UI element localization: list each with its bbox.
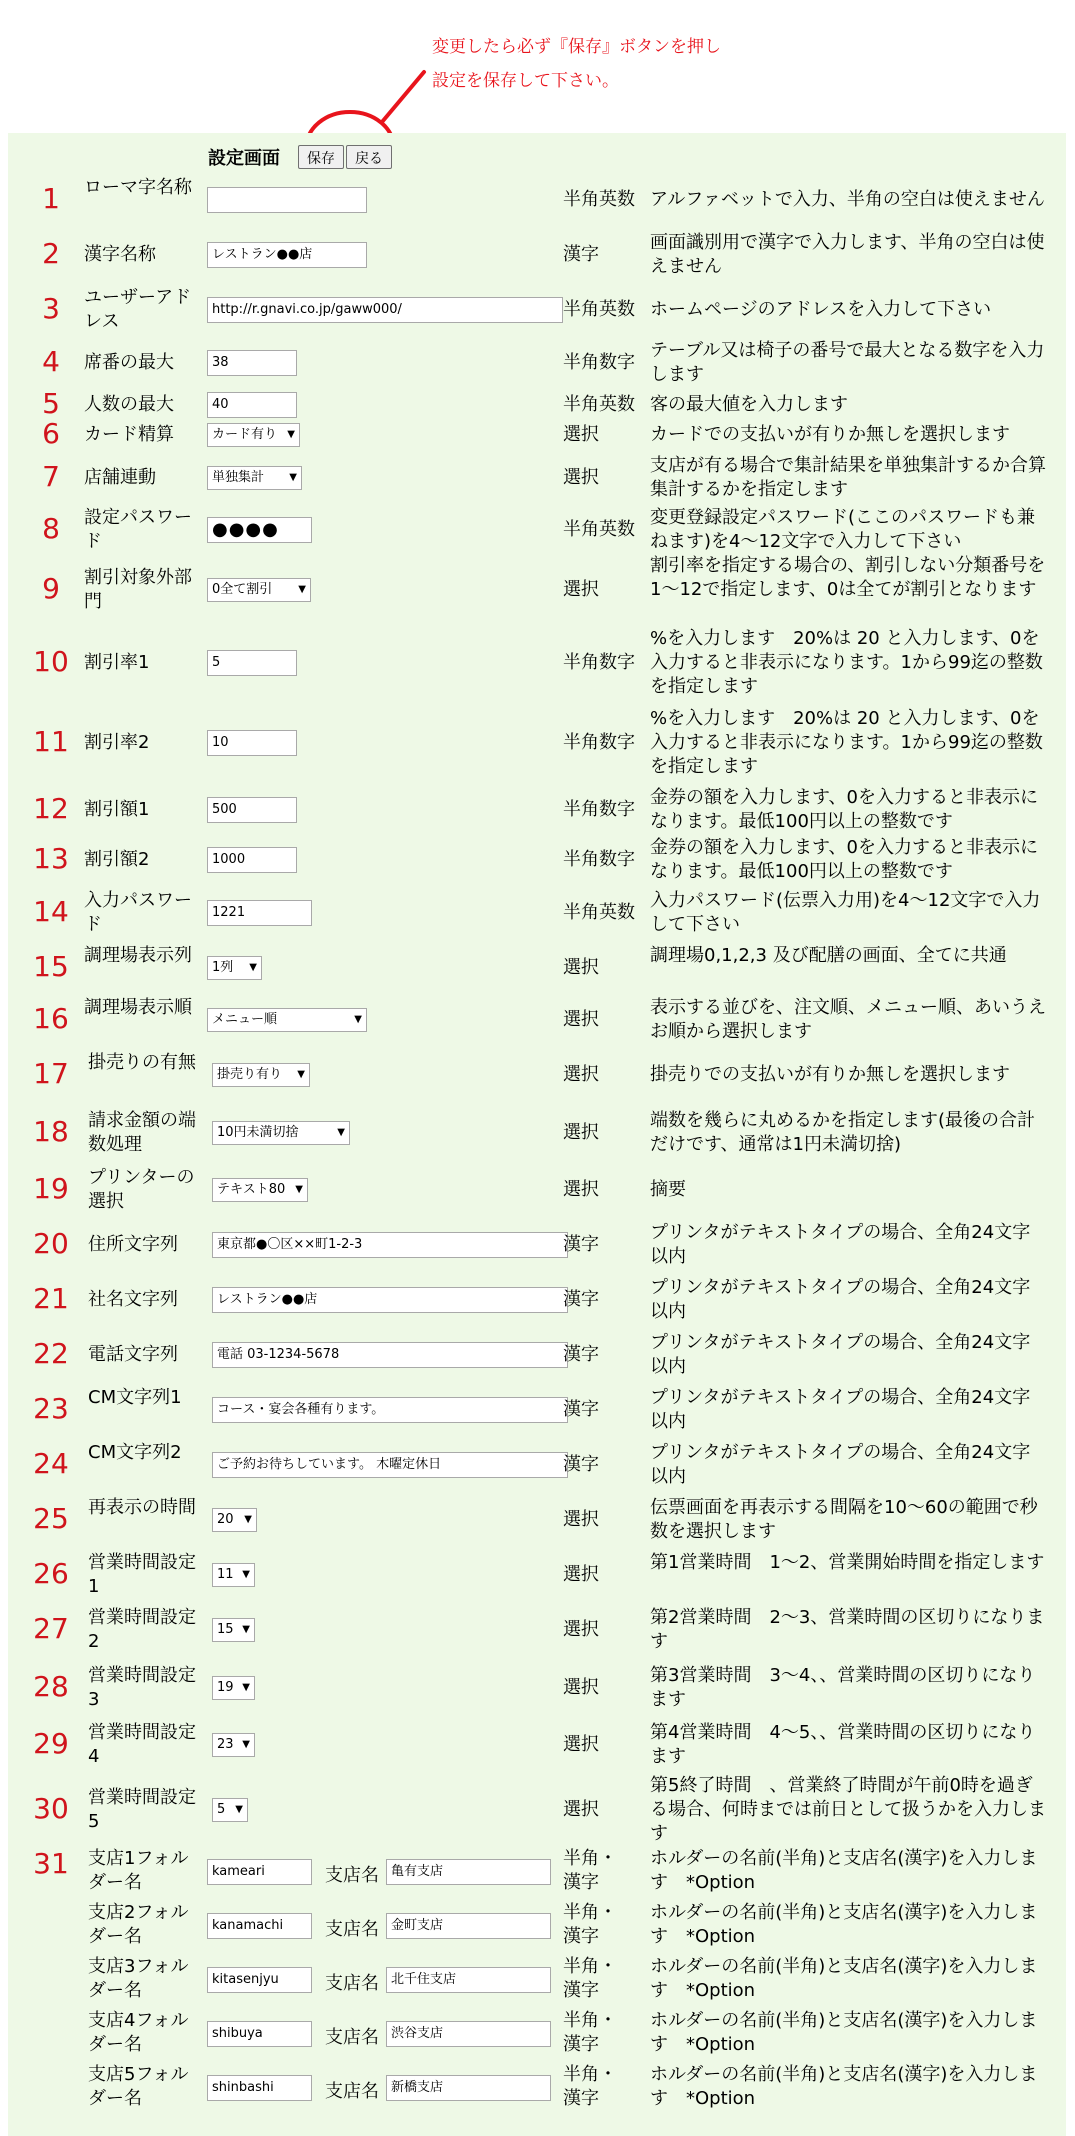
setting-label: 割引額1 — [84, 799, 150, 820]
input-type: 半角数字 — [563, 799, 635, 820]
settings-row — [0, 1605, 1075, 1655]
setting-input[interactable]: ご予約お待ちしています。 木曜定休日 — [212, 1452, 568, 1478]
setting-label: CM文字列2 — [88, 1442, 182, 1463]
input-type: 半角数字 — [563, 731, 635, 753]
setting-label: 席番の最大 — [84, 351, 174, 373]
branch-folder-input[interactable]: kanamachi — [207, 1913, 312, 1939]
setting-description: プリンタがテキストタイプの場合、全角24文字以内 — [650, 1332, 1031, 1377]
row-number: 2 — [42, 237, 60, 270]
row-number: 23 — [33, 1392, 69, 1425]
row-number: 7 — [42, 459, 60, 493]
row-number: 12 — [33, 792, 69, 825]
settings-row — [0, 1105, 1075, 1160]
row-number: 3 — [42, 292, 60, 325]
settings-row — [0, 1385, 1075, 1435]
setting-description: 第2営業時間 2～3、営業時間の区切りになります — [650, 1607, 1045, 1652]
settings-row — [0, 625, 1075, 700]
chevron-down-icon: ▼ — [242, 1739, 250, 1750]
branch-row — [0, 2061, 1075, 2115]
setting-label: 店舗連動 — [84, 466, 156, 488]
settings-row — [0, 705, 1075, 780]
setting-label: 割引率1 — [84, 651, 150, 673]
setting-select[interactable]: 19 ▼ — [212, 1676, 255, 1700]
settings-row — [0, 835, 1075, 885]
settings-row — [0, 455, 1075, 500]
input-type: 選択 — [563, 956, 599, 978]
row-number: 17 — [33, 1057, 69, 1090]
setting-description: 第3営業時間 3～4、、営業時間の区切りになります — [650, 1664, 1036, 1710]
input-type: 選択 — [563, 1676, 599, 1698]
setting-description: 掛売りでの支払いが有りか無しを選択します — [650, 1064, 1010, 1085]
settings-row — [0, 1550, 1075, 1600]
branch-folder-label: 支店3フォルダー名 — [88, 1956, 189, 2001]
setting-input[interactable]: 1221 — [207, 900, 312, 926]
chevron-down-icon: ▼ — [298, 584, 306, 595]
input-type: 半角英数 — [563, 299, 635, 320]
row-number: 11 — [33, 724, 69, 758]
chevron-down-icon: ▼ — [297, 1069, 305, 1080]
branch-folder-label: 支店4フォルダー名 — [88, 2010, 189, 2055]
setting-description: 摘要 — [650, 1179, 686, 1200]
setting-input[interactable]: レストラン●●店 — [207, 242, 367, 268]
branch-name-label: 支店名 — [325, 1919, 379, 1940]
setting-label: 社名文字列 — [88, 1289, 178, 1310]
setting-label: 請求金額の端数処理 — [88, 1109, 196, 1155]
chevron-down-icon: ▼ — [244, 1514, 252, 1525]
row-number: 27 — [33, 1612, 69, 1645]
input-type: 漢字 — [563, 1399, 599, 1420]
setting-description: 金券の額を入力します、0を入力すると非表示になります。最低100円以上の整数です — [650, 837, 1039, 882]
row-number: 20 — [33, 1227, 69, 1260]
setting-description: 入力パスワード(伝票入力用)を4～12文字で入力して下さい — [650, 889, 1041, 935]
branch-row — [0, 2007, 1075, 2061]
row-number: 8 — [42, 512, 60, 545]
setting-select[interactable]: カード有り ▼ — [207, 423, 300, 447]
setting-label: 営業時間設定 4 — [88, 1722, 196, 1767]
setting-input[interactable]: 38 — [207, 350, 297, 376]
input-type: 選択 — [563, 579, 599, 600]
setting-description: %を入力します 20%は 20 と入力します、0を入力すると非表示になります。1から99迄の整数を指定します — [650, 627, 1043, 697]
header-bar — [208, 143, 394, 171]
setting-description: ホルダーの名前(半角)と支店名(漢字)を入力します *Option — [650, 1902, 1038, 1947]
branch-folder-input[interactable]: kitasenjyu — [207, 1967, 312, 1993]
settings-row — [0, 1495, 1075, 1545]
row-number: 14 — [33, 894, 69, 928]
branch-row — [0, 1845, 1075, 1899]
input-type: 選択 — [563, 1121, 599, 1143]
setting-select[interactable]: 11 ▼ — [212, 1563, 255, 1587]
setting-select[interactable]: 1列 ▼ — [207, 956, 262, 980]
setting-label: 電話文字列 — [88, 1344, 178, 1365]
setting-input[interactable]: 1000 — [207, 847, 297, 873]
setting-label: 割引対象外部門 — [84, 567, 192, 612]
input-type: 半角・漢字 — [563, 1956, 617, 2001]
row-number: 18 — [33, 1114, 69, 1148]
branch-name-input[interactable]: 新橋支店 — [386, 2075, 551, 2101]
setting-description: 端数を幾らに丸めるかを指定します(最後の合計だけです、通常は1円未満切捨) — [650, 1109, 1036, 1155]
setting-select[interactable]: メニュー順 ▼ — [207, 1008, 367, 1032]
settings-row — [0, 885, 1075, 940]
setting-description: 割引率を指定する場合の、割引しない分類番号を1～12で指定します、0は全てが割引となります — [650, 555, 1046, 600]
input-type: 選択 — [563, 1009, 599, 1030]
input-type: 半角英数 — [563, 901, 635, 923]
chevron-down-icon: ▼ — [289, 471, 297, 483]
input-type: 選択 — [563, 1799, 599, 1820]
input-type: 選択 — [563, 466, 599, 488]
setting-description: ホルダーの名前(半角)と支店名(漢字)を入力します *Option — [650, 2010, 1038, 2055]
setting-label: 営業時間設定 5 — [88, 1787, 196, 1832]
branch-name-input[interactable]: 亀有支店 — [386, 1859, 551, 1885]
branch-name-label: 支店名 — [325, 2081, 379, 2102]
input-type: 半角英数 — [563, 394, 635, 415]
setting-input[interactable]: 10 — [207, 730, 297, 756]
setting-description: 金券の額を入力します、0を入力すると非表示になります。最低100円以上の整数です — [650, 787, 1039, 832]
settings-row — [0, 1050, 1075, 1100]
setting-label: 住所文字列 — [88, 1234, 178, 1255]
row-number: 31 — [33, 1847, 69, 1880]
setting-select[interactable]: 単独集計 ▼ — [207, 466, 302, 490]
input-type: 漢字 — [563, 1234, 599, 1255]
setting-select[interactable]: 20 ▼ — [212, 1508, 257, 1532]
setting-label: 人数の最大 — [84, 394, 174, 415]
setting-select[interactable]: テキスト80 ▼ — [212, 1178, 308, 1202]
setting-description: 伝票画面を再表示する間隔を10～60の範囲で秒数を選択します — [650, 1497, 1038, 1542]
setting-label: 調理場表示順 — [84, 997, 192, 1018]
setting-description: カードでの支払いが有りか無しを選択します — [650, 424, 1010, 445]
setting-select[interactable]: 10円未満切捨 ▼ — [212, 1121, 350, 1145]
chevron-down-icon: ▼ — [287, 429, 295, 440]
branch-folder-input[interactable]: shibuya — [207, 2021, 312, 2047]
setting-description: ホルダーの名前(半角)と支店名(漢字)を入力します *Option — [650, 1956, 1038, 2001]
settings-row — [0, 230, 1075, 280]
row-number: 21 — [33, 1282, 69, 1315]
row-number: 13 — [33, 842, 69, 875]
setting-description: ホルダーの名前(半角)と支店名(漢字)を入力します *Option — [650, 1848, 1038, 1893]
input-type: 半角数字 — [563, 351, 635, 373]
setting-description: %を入力します 20%は 20 と入力します、0を入力すると非表示になります。1から99迄の整数を指定します — [650, 707, 1043, 777]
row-number: 29 — [33, 1727, 69, 1760]
settings-row — [0, 1440, 1075, 1490]
input-type: 選択 — [563, 1619, 599, 1640]
chevron-down-icon: ▼ — [242, 1569, 250, 1580]
chevron-down-icon: ▼ — [242, 1624, 250, 1635]
input-type: 半角数字 — [563, 849, 635, 870]
row-number: 5 — [42, 387, 60, 420]
setting-label: 割引率2 — [84, 731, 150, 753]
branch-name-label: 支店名 — [325, 2027, 379, 2048]
setting-label: 設定パスワード — [84, 507, 192, 552]
setting-label: 入力パスワード — [84, 889, 192, 935]
setting-description: 画面識別用で漢字で入力します、半角の空白は使えません — [650, 232, 1045, 277]
setting-input[interactable]: 5 — [207, 650, 297, 676]
page-title: 設定画面 — [208, 148, 280, 169]
branch-folder-label: 支店5フォルダー名 — [88, 2064, 189, 2109]
setting-description: 調理場0,1,2,3 及び配膳の画面、全てに共通 — [650, 944, 1007, 966]
setting-description: 客の最大値を入力します — [650, 394, 848, 415]
input-type: 選択 — [563, 1179, 599, 1200]
row-number: 6 — [42, 417, 60, 450]
setting-input[interactable]: 電話 03-1234-5678 — [212, 1342, 568, 1368]
setting-label: CM文字列1 — [88, 1387, 182, 1408]
branch-folder-label: 支店2フォルダー名 — [88, 1902, 189, 1947]
input-type: 漢字 — [563, 1289, 599, 1310]
setting-select[interactable]: 15 ▼ — [212, 1618, 255, 1642]
settings-row — [0, 285, 1075, 335]
setting-label: 営業時間設定 1 — [88, 1552, 196, 1597]
row-number: 24 — [33, 1447, 69, 1480]
note-line-1: 変更したら必ず『保存』ボタンを押し — [432, 37, 721, 57]
setting-label: 調理場表示列 — [84, 944, 192, 966]
setting-label: ユーザーアドレス — [84, 287, 192, 332]
input-type: 選択 — [563, 1509, 599, 1530]
setting-label: プリンターの選択 — [88, 1167, 195, 1212]
settings-row — [0, 1165, 1075, 1215]
setting-select[interactable]: 5 ▼ — [212, 1798, 248, 1822]
setting-description: プリンタがテキストタイプの場合、全角24文字以内 — [650, 1222, 1031, 1267]
settings-row — [0, 555, 1075, 620]
input-type: 半角・漢字 — [563, 2010, 617, 2055]
input-type: 漢字 — [563, 244, 599, 265]
branch-name-input[interactable]: 北千住支店 — [386, 1967, 551, 1993]
row-number: 30 — [33, 1792, 69, 1825]
row-number: 16 — [33, 1002, 69, 1035]
branch-folder-input[interactable]: shinbashi — [207, 2075, 312, 2101]
input-type: 半角英数 — [563, 189, 635, 210]
settings-row — [0, 505, 1075, 555]
settings-row — [0, 945, 1075, 990]
chevron-down-icon: ▼ — [354, 1014, 362, 1025]
input-type: 半角英数 — [563, 519, 635, 540]
setting-label: 漢字名称 — [84, 244, 156, 265]
branch-name-input[interactable]: 金町支店 — [386, 1913, 551, 1939]
branch-name-input[interactable]: 渋谷支店 — [386, 2021, 551, 2047]
setting-label: ローマ字名称 — [84, 177, 192, 198]
settings-row — [0, 1330, 1075, 1380]
row-number: 10 — [33, 644, 69, 678]
settings-row — [0, 785, 1075, 835]
row-number: 9 — [42, 572, 60, 605]
setting-description: 表示する並びを、注文順、メニュー順、あいうえお順から選択します — [650, 997, 1046, 1042]
back-button[interactable]: 戻る — [346, 145, 392, 169]
setting-description: 第4営業時間 4～5、、営業時間の区切りになります — [650, 1722, 1036, 1767]
setting-select[interactable]: 0全て割引 ▼ — [207, 578, 311, 602]
input-type: 選択 — [563, 1734, 599, 1755]
note-line-2: 設定を保存して下さい。 — [432, 71, 619, 91]
branch-name-label: 支店名 — [325, 1973, 379, 1994]
input-type: 選択 — [563, 1064, 599, 1085]
setting-description: 第5終了時間 、営業終了時間が午前0時を過ぎる場合、何時までは前日として扱うかを入力します — [650, 1775, 1046, 1844]
row-number: 19 — [33, 1172, 69, 1205]
setting-select[interactable]: 掛売り有り ▼ — [212, 1063, 310, 1087]
setting-label: 営業時間設定 3 — [88, 1664, 196, 1710]
input-type: 半角・漢字 — [563, 2064, 617, 2109]
chevron-down-icon: ▼ — [242, 1681, 250, 1693]
setting-description: プリンタがテキストタイプの場合、全角24文字以内 — [650, 1442, 1031, 1487]
setting-input[interactable]: コース・宴会各種有ります。 — [212, 1397, 568, 1423]
settings-row — [0, 1720, 1075, 1770]
setting-input[interactable]: レストラン●●店 — [212, 1287, 568, 1313]
row-number: 4 — [42, 344, 60, 378]
settings-row — [0, 1220, 1075, 1270]
row-number: 25 — [33, 1502, 69, 1535]
settings-row — [0, 387, 1075, 420]
row-number: 22 — [33, 1337, 69, 1370]
setting-description: 第1営業時間 1～2、営業開始時間を指定します — [650, 1552, 1045, 1573]
input-type: 半角・漢字 — [563, 1902, 617, 1947]
setting-label: 割引額2 — [84, 849, 150, 870]
input-type: 半角・漢字 — [563, 1848, 617, 1893]
setting-description: アルファベットで入力、半角の空白は使えません — [650, 189, 1045, 210]
input-type: 選択 — [563, 1564, 599, 1585]
branch-row — [0, 1899, 1075, 1953]
input-type: 漢字 — [563, 1454, 599, 1475]
setting-description: プリンタがテキストタイプの場合、全角24文字以内 — [650, 1387, 1031, 1432]
input-type: 漢字 — [563, 1344, 599, 1365]
chevron-down-icon: ▼ — [337, 1126, 345, 1138]
chevron-down-icon: ▼ — [249, 961, 257, 973]
setting-label: 再表示の時間 — [88, 1497, 196, 1518]
save-reminder-note — [432, 30, 721, 98]
setting-description: 変更登録設定パスワード(ここのパスワードも兼ねます)を4～12文字で入力して下さい — [650, 507, 1036, 552]
settings-row — [0, 1660, 1075, 1715]
setting-input[interactable]: 東京都●〇区××町1-2-3 — [212, 1232, 568, 1258]
branch-folder-label: 支店1フォルダー名 — [88, 1848, 189, 1893]
row-number: 15 — [33, 949, 69, 983]
branch-row — [0, 1953, 1075, 2007]
row-number: 1 — [42, 182, 60, 215]
settings-row — [0, 175, 1075, 225]
setting-description: ホームページのアドレスを入力して下さい — [650, 299, 992, 320]
setting-label: 掛売りの有無 — [88, 1052, 196, 1073]
setting-select[interactable]: 23 ▼ — [212, 1733, 255, 1757]
input-type: 選択 — [563, 424, 599, 445]
settings-row — [0, 1775, 1075, 1845]
input-type: 半角数字 — [563, 651, 635, 673]
setting-label: カード精算 — [84, 424, 174, 445]
chevron-down-icon: ▼ — [235, 1804, 243, 1815]
setting-input[interactable]: 40 — [207, 392, 297, 418]
row-number: 28 — [33, 1669, 69, 1703]
settings-row — [0, 340, 1075, 385]
branch-folder-input[interactable]: kameari — [207, 1859, 312, 1885]
setting-input[interactable]: http://r.gnavi.co.jp/gaww000/ — [207, 297, 563, 323]
setting-description: テーブル又は椅子の番号で最大となる数字を入力します — [650, 339, 1045, 385]
branch-name-label: 支店名 — [325, 1865, 379, 1886]
setting-description: プリンタがテキストタイプの場合、全角24文字以内 — [650, 1277, 1031, 1322]
save-button[interactable]: 保存 — [298, 145, 344, 169]
row-number: 26 — [33, 1557, 69, 1590]
setting-input[interactable]: 500 — [207, 797, 297, 823]
setting-input[interactable] — [207, 187, 367, 213]
setting-label: 営業時間設定 2 — [88, 1607, 196, 1652]
password-input[interactable]: ●●●● — [207, 517, 312, 543]
setting-description: 支店が有る場合で集計結果を単独集計するか合算集計するかを指定します — [650, 454, 1046, 500]
chevron-down-icon: ▼ — [295, 1184, 303, 1195]
setting-description: ホルダーの名前(半角)と支店名(漢字)を入力します *Option — [650, 2064, 1038, 2109]
settings-row — [0, 995, 1075, 1045]
settings-row — [0, 1275, 1075, 1325]
settings-row — [0, 417, 1075, 450]
